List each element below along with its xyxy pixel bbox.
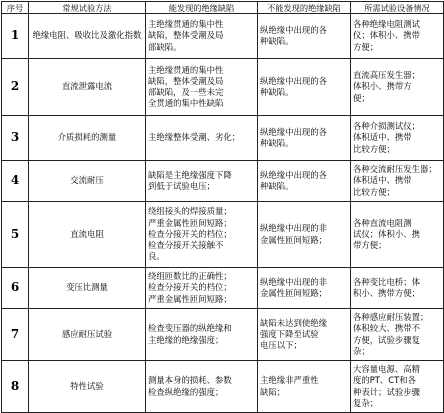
header-found-defects: 能发现的绝缘缺陷 [146,2,258,14]
row-undetected-defects: 主绝缘非严重性 缺陷； [260,375,319,397]
row-undetected-defects: 纵绝缘中出现的非 金属性匝间短路； [260,223,327,245]
comparison-table-container [1,1,443,407]
row-index: 1 [2,14,29,59]
test-methods-table [1,1,444,413]
row-index: 3 [2,116,29,161]
header-undetected-defects: 不能发现的绝缘缺陷 [258,2,351,14]
row-index: 8 [2,361,29,413]
row-equipment: 直流高压发生器； 体积小、携带方 便； [353,70,420,103]
row-undetected-defects: 纵绝缘中出现的各 种缺陷。 [260,126,327,148]
row-method: 绝缘电阻、吸收比及激化指数 [29,14,146,59]
row-index: 7 [2,309,29,361]
row-index: 2 [2,59,29,116]
row-undetected-defects: 纵绝缘中出现的各 种缺陷。 [260,75,327,97]
row-method: 直流泄露电流 [29,59,146,116]
row-found-defects: 主绝缘贯通的集中性 缺陷，整体受潮及局 部缺陷。 [148,19,224,52]
header-method: 常规试验方法 [29,2,146,14]
row-undetected-defects: 缺陷未达到使绝缘 强度下降至试验 电压以下； [260,317,327,351]
row-found-defects: 主绝缘整体受潮、劣化； [148,132,241,143]
row-method: 特性试验 [29,361,146,413]
row-equipment: 各种感应耐压装置； 体积较大、携带不 方便，试验步骤复 杂； [353,312,429,356]
row-equipment: 大容量电源、高精 度的PT、CT和各 种表计；试验步骤 复杂； [353,364,420,408]
row-equipment: 各种绝缘电阻测试 仪；体积小、携带 方便； [353,19,420,52]
row-found-defects: 测量本身的损耗、参数 检查纵绝缘的强度； [148,375,232,397]
row-method: 直流电阻 [29,202,146,268]
header-index: 序号 [2,2,29,14]
row-equipment: 各种直流电阻测 试仪；体积小、携 带方便； [353,217,420,251]
row-equipment: 各种变比电桥；体 积小、携带方便； [353,276,420,298]
row-equipment: 各种交流耐压发生器； 体积适中、携带 比较方便； [353,164,437,197]
row-undetected-defects: 纵绝缘中出现的非 金属性匝间短路； [260,276,327,298]
row-found-defects: 检查变压器的纵绝缘和 主绝缘的绝缘强度； [148,323,232,345]
header-equipment: 所需试验设备情况 [351,2,444,14]
table-row [2,361,444,413]
row-found-defects: 主绝缘贯通的集中性 缺陷，整体受潮及局 部缺陷，及一些未完 全贯通的集中性缺陷 [148,64,224,109]
row-equipment: 各种介损测试仪； 体积适中、携带 比较方便； [353,121,420,154]
header-row [2,2,444,14]
table-row [2,202,444,268]
table-row [2,309,444,361]
table-row [2,116,444,161]
row-undetected-defects: 纵绝缘中出现的各 种缺陷。 [260,24,327,46]
table-row [2,14,444,59]
table-row [2,59,444,116]
row-method: 介质损耗的测量 [29,116,146,161]
row-method: 交流耐压 [29,161,146,202]
row-index: 4 [2,161,29,202]
table-row [2,161,444,202]
table-row [2,268,444,309]
row-found-defects: 绕组接头的焊接质量； 严重金属性匝间短路； 检查分接开关的档位； 检查分接开关接触不 良。 [148,206,232,262]
row-undetected-defects: 纵绝缘中出现的各 种缺陷。 [260,169,327,191]
row-method: 变压比测量 [29,268,146,309]
row-method: 感应耐压试验 [29,309,146,361]
row-index: 5 [2,202,29,268]
row-found-defects: 缺陷是主绝缘强度下降 到低于试验电压； [148,169,232,191]
row-index: 6 [2,268,29,309]
row-found-defects: 绕组匝数比的正确性； 检查分接开关的档位； 严重金属性匝间短路； [148,271,232,304]
